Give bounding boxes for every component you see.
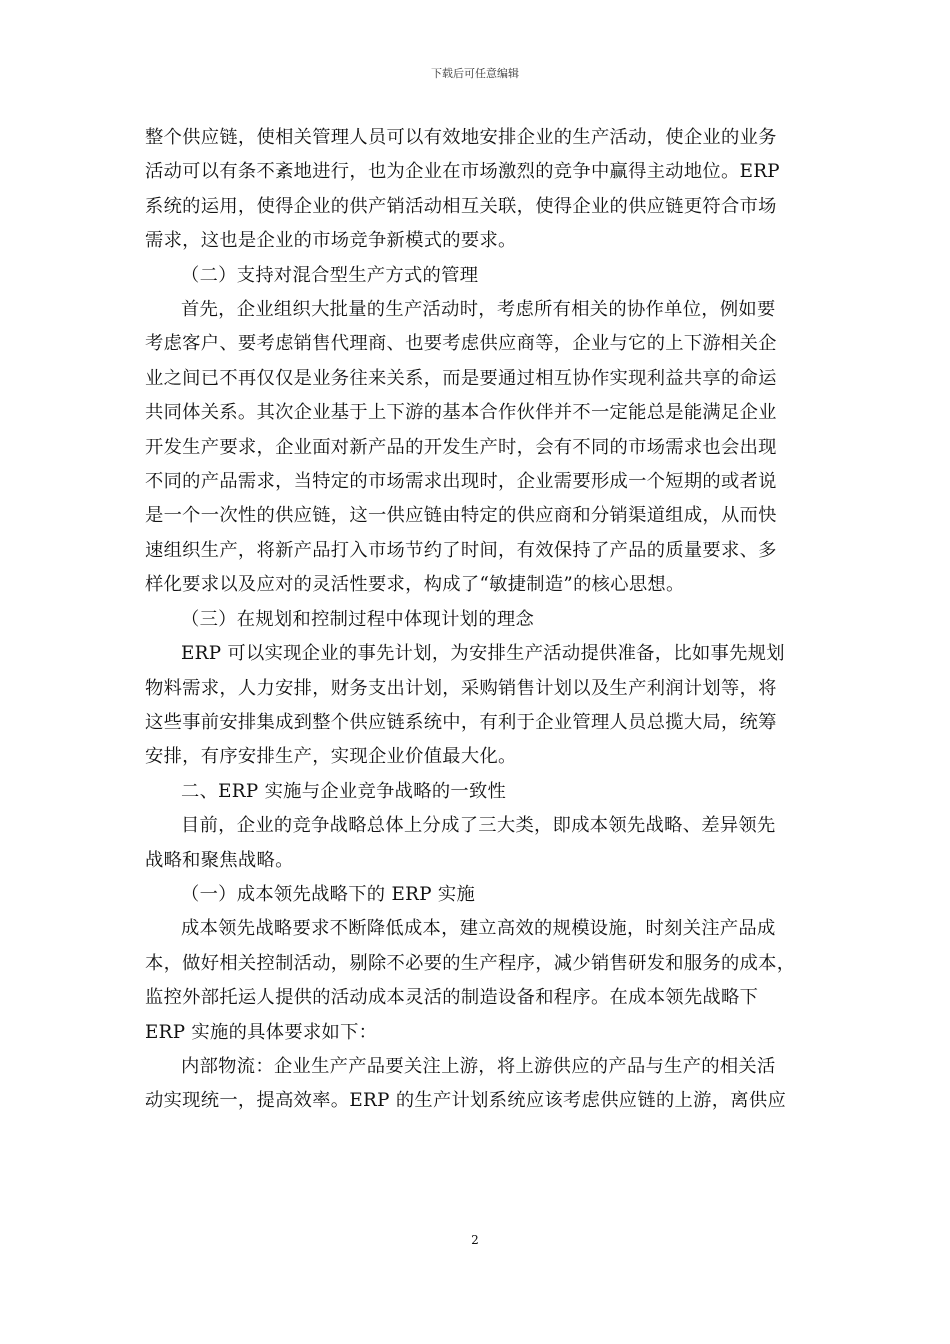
section-heading-mixed-production (145, 259, 807, 293)
text-line: 首先，企业组织大批量的生产活动时，考虑所有相关的协作单位，例如要 (181, 299, 776, 321)
paragraph-planning-control (145, 637, 807, 775)
paragraph-supply-chain-continuation (145, 121, 807, 259)
document-body (145, 121, 807, 1119)
text-line: 监控外部托运人提供的活动成本灵活的制造设备和程序。在成本领先战略下 (145, 987, 759, 1009)
text-line: 不同的产品需求，当特定的市场需求出现时，企业需要形成一个短期的或者说 (145, 471, 777, 493)
heading-text: （二）支持对混合型生产方式的管理 (181, 264, 479, 286)
text-line: 共同体关系。其次企业基于上下游的基本合作伙伴并不一定能总是能满足企业 (145, 402, 777, 424)
text-line: 速组织生产，将新产品打入市场节约了时间，有效保持了产品的质量要求、多 (145, 539, 777, 561)
text-line: 物料需求，人力安排，财务支出计划，采购销售计划以及生产利润计划等，将 (145, 677, 777, 699)
text-line: ERP 可以实现企业的事先计划，为安排生产活动提供准备，比如事先规划 (181, 643, 785, 665)
text-line: 动实现统一，提高效率。ERP 的生产计划系统应该考虑供应链的上游，离供应 (145, 1090, 787, 1112)
heading-text: 二、ERP 实施与企业竞争战略的一致性 (181, 780, 507, 802)
paragraph-internal-logistics (145, 1050, 807, 1119)
text-line: 需求，这也是企业的市场竞争新模式的要求。 (145, 230, 517, 252)
text-line: 考虑客户、要考虑销售代理商、也要考虑供应商等，企业与它的上下游相关企 (145, 333, 777, 355)
page-number: 2 (471, 1233, 479, 1247)
text-line: 安排，有序安排生产，实现企业价值最大化。 (145, 746, 517, 768)
section-heading-cost-leadership (145, 878, 807, 912)
text-line: 开发生产要求，企业面对新产品的开发生产时，会有不同的市场需求也会出现 (145, 436, 777, 458)
page-header: 下载后可任意编辑 (431, 67, 519, 80)
text-line: 业之间已不再仅仅是业务往来关系，而是要通过相互协作实现利益共享的命运 (145, 367, 777, 389)
paragraph-strategy-types (145, 809, 807, 878)
text-line: 整个供应链，使相关管理人员可以有效地安排企业的生产活动，使企业的业务 (145, 127, 777, 148)
text-line: 成本领先战略要求不断降低成本，建立高效的规模设施，时刻关注产品成 (181, 918, 776, 940)
section-heading-erp-strategy (145, 775, 807, 809)
heading-text: （一）成本领先战略下的 ERP 实施 (181, 883, 476, 905)
text-line: 目前，企业的竞争战略总体上分成了三大类，即成本领先战略、差异领先 (181, 815, 776, 837)
text-line: 这些事前安排集成到整个供应链系统中，有利于企业管理人员总揽大局，统筹 (145, 711, 777, 733)
text-line: ERP 实施的具体要求如下： (145, 1021, 378, 1043)
heading-text: （三）在规划和控制过程中体现计划的理念 (181, 608, 535, 630)
paragraph-mixed-production (145, 293, 807, 603)
paragraph-cost-leadership (145, 912, 807, 1050)
text-line: 内部物流：企业生产产品要关注上游，将上游供应的产品与生产的相关活 (181, 1055, 776, 1077)
text-line: 是一个一次性的供应链，这一供应链由特定的供应商和分销渠道组成，从而快 (145, 505, 777, 527)
text-line: 本，做好相关控制活动，剔除不必要的生产程序，减少销售研发和服务的成本， (145, 952, 796, 974)
section-heading-planning-control (145, 603, 807, 637)
text-line: 系统的运用，使得企业的供产销活动相互关联，使得企业的供应链更符合市场 (145, 195, 777, 217)
text-line: 样化要求以及应对的灵活性要求，构成了“敏捷制造”的核心思想。 (145, 574, 685, 596)
text-line: 活动可以有条不紊地进行，也为企业在市场激烈的竞争中赢得主动地位。ERP (145, 161, 780, 183)
text-line: 战略和聚焦战略。 (145, 849, 294, 871)
